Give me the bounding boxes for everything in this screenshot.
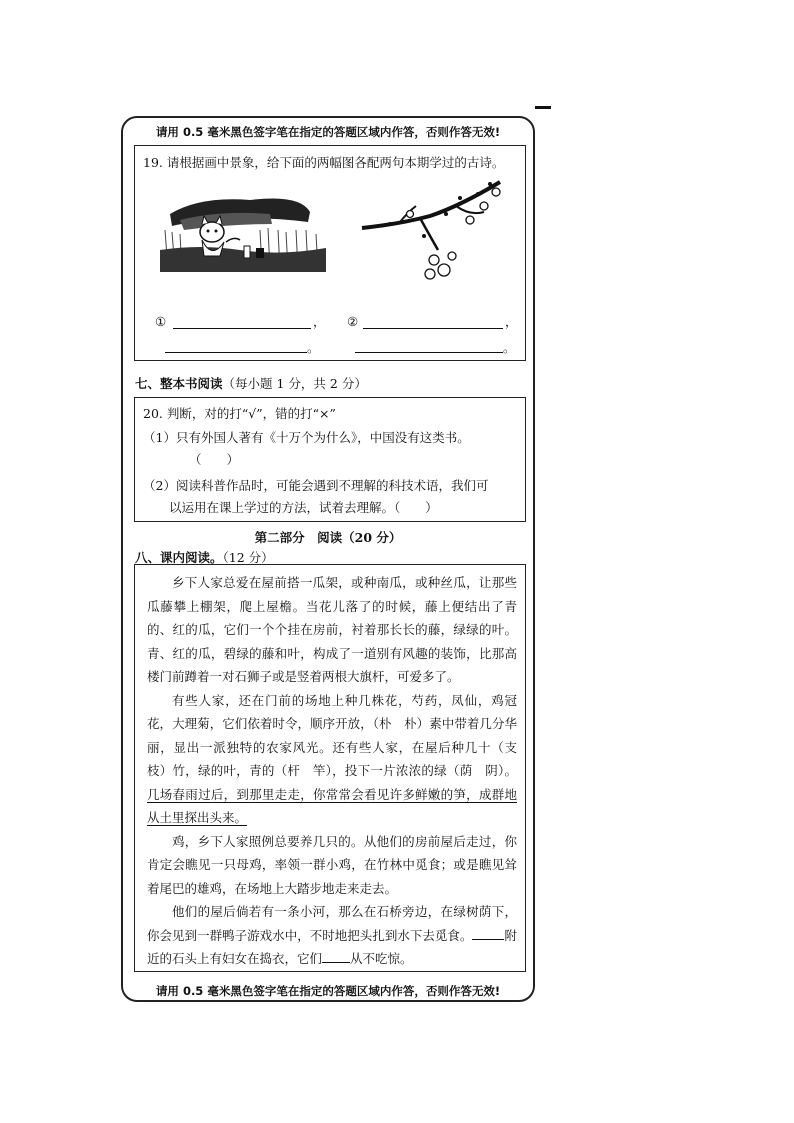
section-8-score: （12 分） bbox=[222, 550, 274, 565]
q20-item-1: （1）只有外国人著有《十万个为什么》，中国没有这类书。 bbox=[143, 430, 470, 445]
question-19-box bbox=[134, 145, 526, 361]
answer-2-line-1[interactable] bbox=[363, 328, 503, 329]
fill-blank-2[interactable] bbox=[322, 952, 350, 963]
notice-bottom: 请用 0.5 毫米黑色签字笔在指定的答题区域内作答，否则作答无效! bbox=[155, 984, 501, 998]
q19-prompt: 19. 请根据画中景象，给下面的两幅图各配两句本期学过的古诗。 bbox=[143, 155, 505, 170]
section-7-heading bbox=[135, 374, 367, 392]
answer-1-period: 。 bbox=[307, 340, 320, 355]
answer-1-line-1[interactable] bbox=[173, 328, 311, 329]
answer-1-line-2[interactable] bbox=[165, 352, 307, 353]
paragraph-2 bbox=[147, 689, 530, 830]
answer-2-line-2[interactable] bbox=[355, 352, 503, 353]
paragraph-2-text: 有些人家，还在门前的场地上种几株花，芍药，凤仙，鸡冠花，大理菊，它们依着时令，顺序开放，（朴 朴）素中带着几分华丽，显出一派独特的农家风光。还有些人家，在屋后种几十（支 枝）竹，绿的叶，青的（杆 竿），投下一片浓浓的绿（荫 阴）。 bbox=[147, 692, 530, 778]
q20-item-2-line-2: 以运用在课上学过的方法，试着去理解。（ ） bbox=[169, 500, 438, 515]
reading-passage-box bbox=[134, 564, 530, 972]
answer-1-number: ① bbox=[155, 314, 167, 329]
paragraph-4-text: 他们的屋后倘若有一条小河，那么在石桥旁边，在绿树荫下，你会见到一群鸭子游戏水中，不时地把头扎到水下去觅食。 bbox=[147, 904, 517, 943]
section-8-title: 八、课内阅读。 bbox=[135, 550, 223, 565]
answer-2-period: 。 bbox=[503, 340, 516, 355]
fill-blank-1[interactable] bbox=[472, 929, 504, 940]
paragraph-4 bbox=[147, 900, 517, 971]
plum-branch-painting-icon bbox=[360, 176, 508, 292]
section-7-score: （每小题 1 分，共 2 分） bbox=[222, 376, 367, 391]
passage-text bbox=[147, 571, 530, 971]
answer-2-number: ② bbox=[347, 314, 359, 329]
q20-item-1-answer-slot[interactable]: （ ） bbox=[189, 452, 240, 467]
notice-top: 请用 0.5 毫米黑色签字笔在指定的答题区域内作答，否则作答无效! bbox=[155, 125, 501, 139]
corner-mark bbox=[535, 106, 551, 109]
fox-in-rain-painting-icon bbox=[160, 190, 326, 272]
paragraph-4-text-3: 从不吃惊。 bbox=[350, 951, 413, 966]
paragraph-3: 鸡，乡下人家照例总要养几只的。从他们的房前屋后走过，你肯定会瞧见一只母鸡，率领一群小鸡，在竹林中觅食；或是瞧见耸着尾巴的雄鸡，在场地上大踏步地走来走去。 bbox=[147, 833, 517, 896]
paragraph-4-text-2: 附近的石头上有妇女在捣衣，它们 bbox=[147, 927, 517, 966]
q20-item-2-line-1: （2）阅读科普作品时，可能会遇到不理解的科技术语，我们可 bbox=[143, 478, 489, 493]
answer-sheet bbox=[121, 116, 535, 1002]
answer-2-comma: ， bbox=[505, 314, 518, 329]
answer-1-comma: ， bbox=[313, 314, 326, 329]
paragraph-2-underlined-sentence: 几场春雨过后，到那里走走，你常常会看见许多鲜嫩的笋，成群地从土里探出头来。 bbox=[147, 786, 517, 825]
q20-prompt: 20. 判断，对的打“√”，错的打“×” bbox=[143, 406, 336, 421]
question-20-box bbox=[134, 397, 526, 522]
section-7-title: 七、整本书阅读 bbox=[135, 376, 223, 391]
paragraph-1: 乡下人家总爱在屋前搭一瓜架，或种南瓜，或种丝瓜，让那些瓜藤攀上棚架，爬上屋檐。当花儿落了的时候，藤上便结出了青的、红的瓜，它们一个个挂在房前，衬着那长长的藤，绿绿的叶。青、红的瓜，碧绿的藤和叶，构成了一道别有风趣的装饰，比那高楼门前蹲着一对石狮子或是竖着两根大旗杆，可爱多了。 bbox=[147, 575, 517, 684]
part-2-title: 第二部分 阅读（20 分） bbox=[254, 530, 402, 545]
